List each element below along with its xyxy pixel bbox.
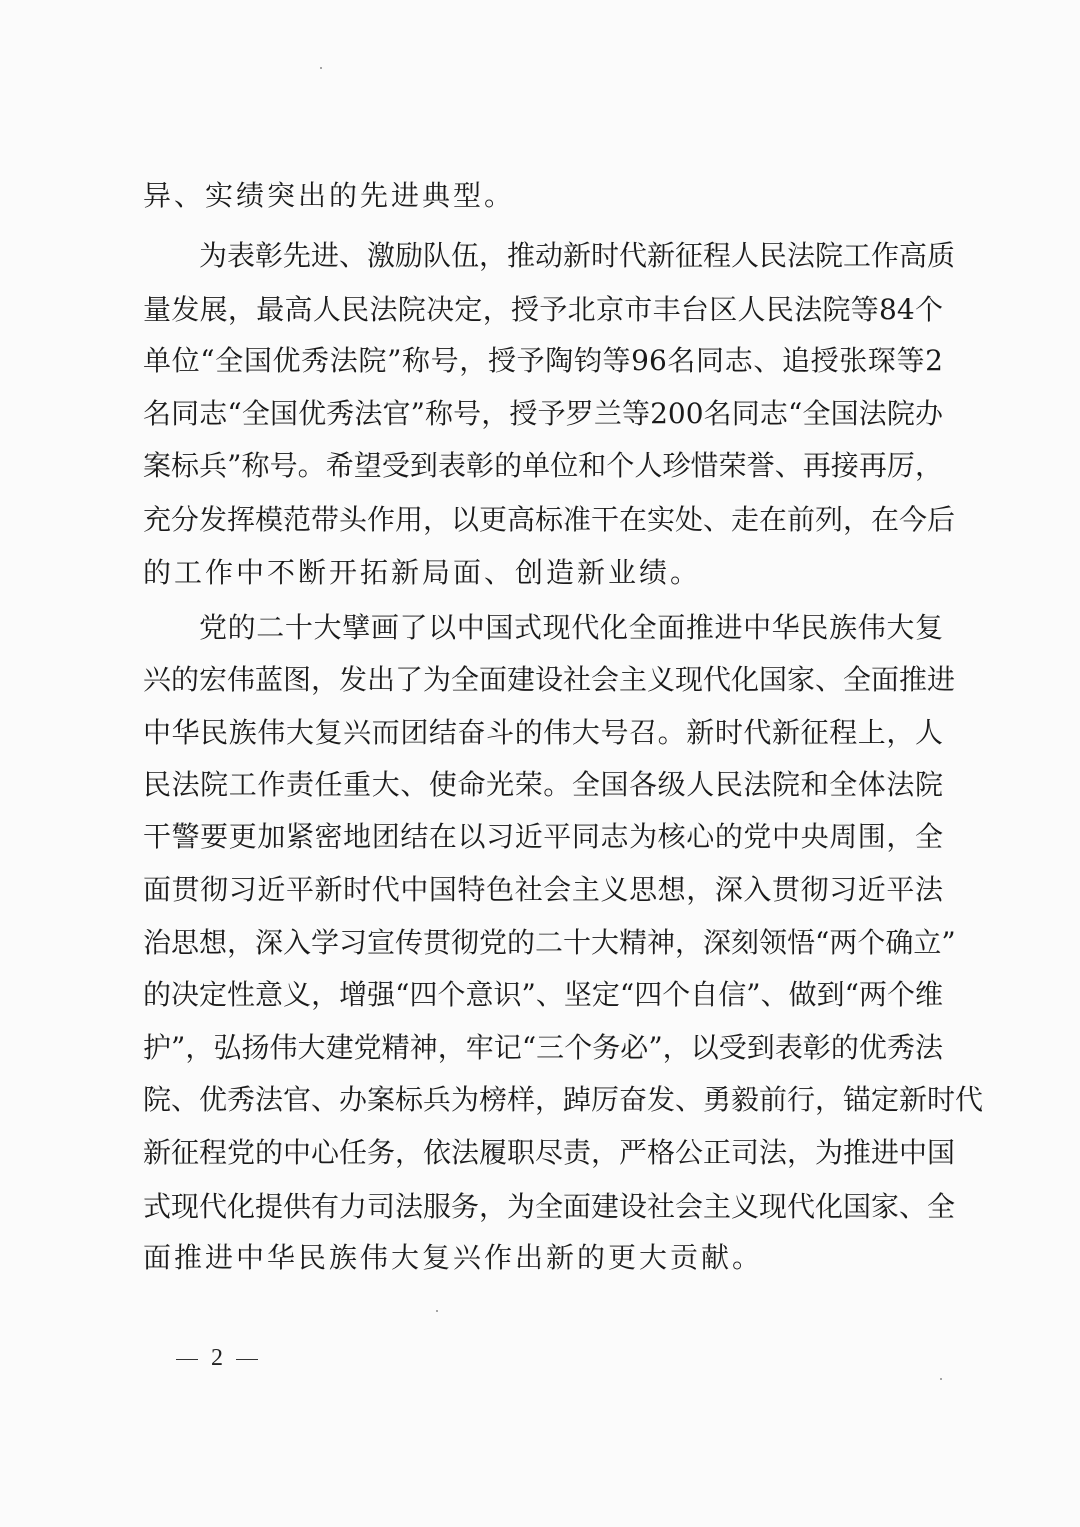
text-line: 异、实绩突出的先进典型。 <box>143 179 516 212</box>
text-line: 院、优秀法官、办案标兵为榜样，踔厉奋发、勇毅前行，锚定新时代 <box>143 1083 984 1116</box>
text-line: 案标兵”称号。希望受到表彰的单位和个人珍惜荣誉、再接再厉， <box>143 449 943 482</box>
text-line: 治思想，深入学习宣传贯彻党的二十大精神，深刻领悟“两个确立” <box>143 926 956 959</box>
paragraph-start-line: 为表彰先进、激励队伍，推动新时代新征程人民法院工作高质 <box>199 239 956 272</box>
text-line: 式现代化提供有力司法服务，为全面建设社会主义现代化国家、全 <box>143 1190 956 1223</box>
scan-speck <box>436 1310 438 1312</box>
text-line: 的工作中不断开拓新局面、创造新业绩。 <box>143 556 702 589</box>
page-number-value: 2 <box>211 1345 223 1371</box>
page-number <box>176 1338 258 1378</box>
text-line: 充分发挥模范带头作用，以更高标准干在实处、走在前列，在今后 <box>143 503 956 536</box>
text-line: 兴的宏伟蓝图，发出了为全面建设社会主义现代化国家、全面推进 <box>143 663 956 696</box>
text-line: 新征程党的中心任务，依法履职尽责，严格公正司法，为推进中国 <box>143 1136 956 1169</box>
text-line: 护”，弘扬伟大建党精神，牢记“三个务必”，以受到表彰的优秀法 <box>143 1031 943 1064</box>
scan-speck <box>320 67 322 69</box>
text-line: 中华民族伟大复兴而团结奋斗的伟大号召。新时代新征程上，人 <box>143 716 943 749</box>
text-line: 面贯彻习近平新时代中国特色社会主义思想，深入贯彻习近平法 <box>143 873 943 906</box>
text-line: 单位“全国优秀法院”称号，授予陶钧等96名同志、追授张琛等2 <box>143 344 943 377</box>
dash-left-icon <box>176 1359 198 1360</box>
text-line: 量发展，最高人民法院决定，授予北京市丰台区人民法院等84个 <box>143 293 943 326</box>
text-line: 名同志“全国优秀法官”称号，授予罗兰等200名同志“全国法院办 <box>143 397 943 430</box>
paragraph-start-line: 党的二十大擘画了以中国式现代化全面推进中华民族伟大复 <box>199 611 943 644</box>
scan-speck <box>940 1378 942 1380</box>
dash-right-icon <box>236 1359 258 1360</box>
text-line: 面推进中华民族伟大复兴作出新的更大贡献。 <box>143 1241 764 1274</box>
text-line: 民法院工作责任重大、使命光荣。全国各级人民法院和全体法院 <box>143 768 943 801</box>
text-line: 干警要更加紧密地团结在以习近平同志为核心的党中央周围，全 <box>143 820 943 853</box>
text-line: 的决定性意义，增强“四个意识”、坚定“四个自信”、做到“两个维 <box>143 978 943 1011</box>
